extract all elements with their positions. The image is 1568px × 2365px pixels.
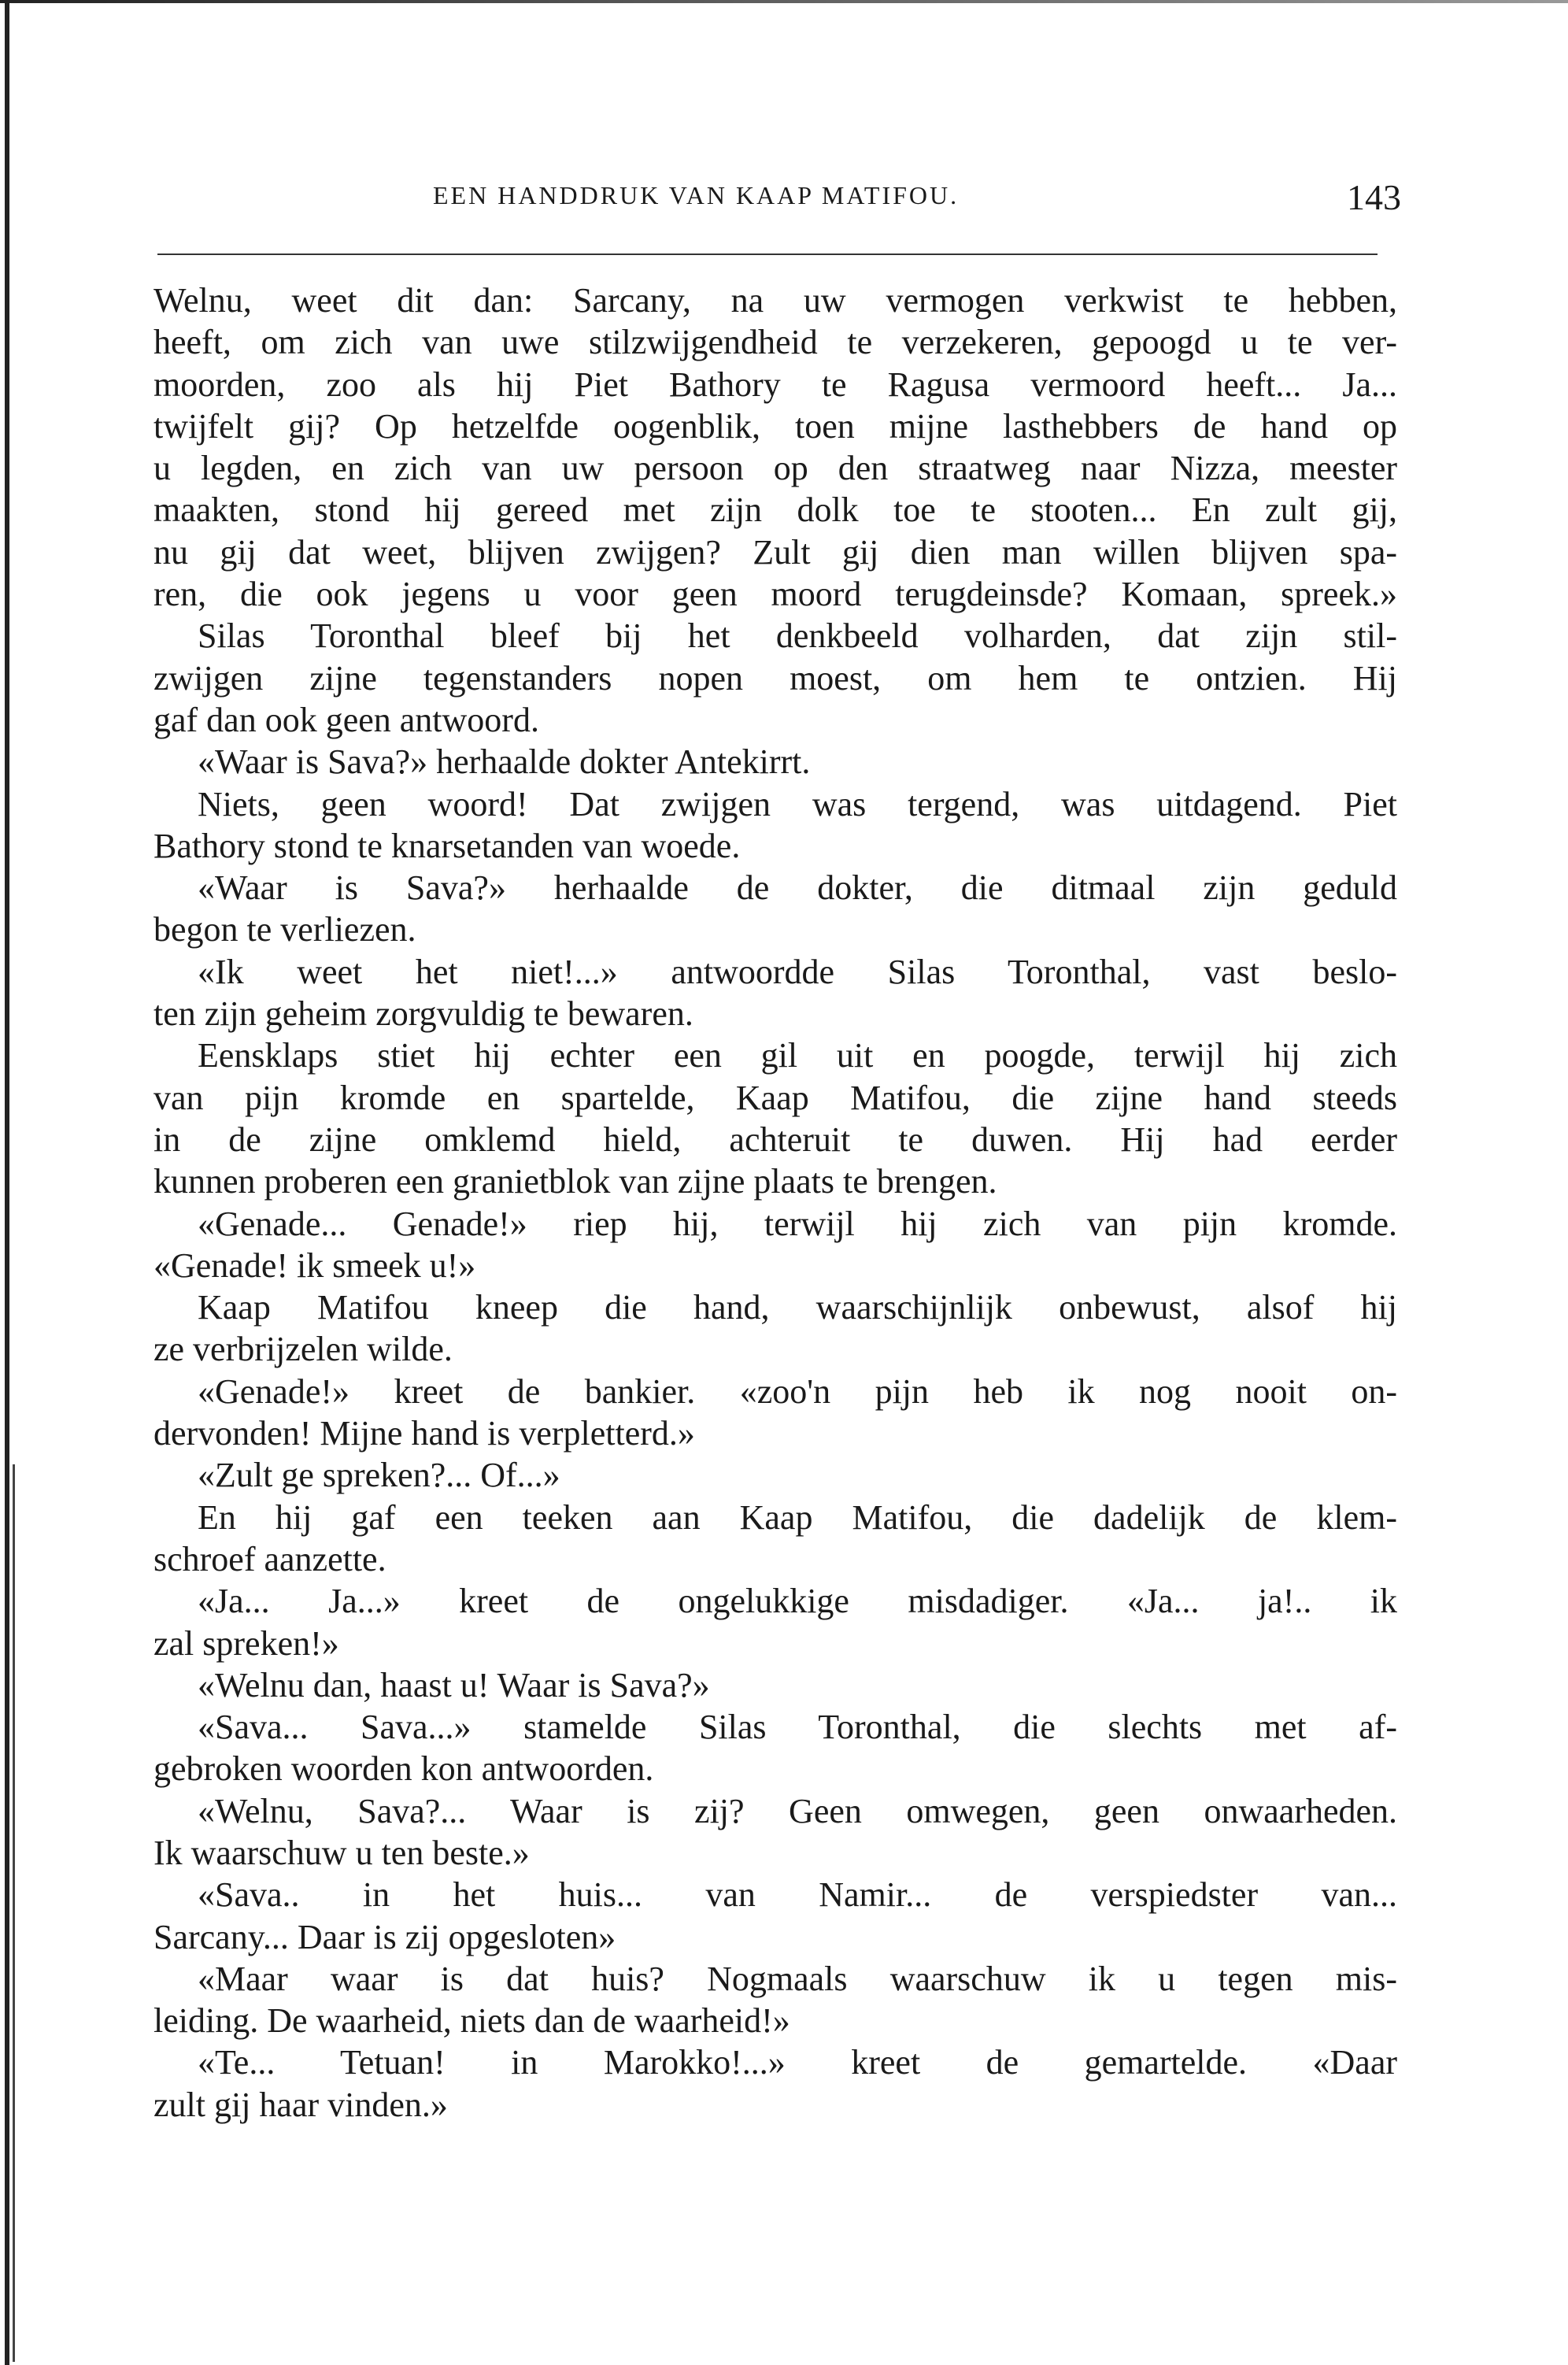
text-line: maakten, stond hij gereed met zijn dolk toe te stooten... En zult gij, <box>153 490 1397 530</box>
text-line: «Genade!» kreet de bankier. «zoo'n pijn heb ik nog nooit on- <box>198 1371 1397 1411</box>
text-line: «Sava... Sava...» stamelde Silas Toronthal, die slechts met af- <box>198 1708 1397 1747</box>
text-line: dervonden! Mijne hand is verpletterd.» <box>153 1414 695 1453</box>
text-line: twijfelt gij? Op hetzelfde oogenblik, toen mijne lasthebbers de hand op <box>153 406 1397 446</box>
text-line: zult gij haar vinden.» <box>153 2085 448 2124</box>
text-line: ze verbrijzelen wilde. <box>153 1330 453 1369</box>
text-line: «Welnu, Sava?... Waar is zij? Geen omwegen, geen onwaarheden. <box>198 1791 1397 1830</box>
text-line: Welnu, weet dit dan: Sarcany, na uw vermogen verkwist te hebben, <box>153 281 1397 320</box>
text-line: «Maar waar is dat huis? Nogmaals waarschuw ik u tegen mis- <box>198 1959 1397 1998</box>
body-text <box>153 279 1397 2126</box>
text-line: in de zijne omklemd hield, achteruit te duwen. Hij had eerder <box>153 1120 1397 1159</box>
text-line: gebroken woorden kon antwoorden. <box>153 1749 654 1789</box>
scan-left-edge-inner <box>13 1464 15 2362</box>
text-line: heeft, om zich van uwe stilzwijgendheid te verzekeren, gepoogd u te ver- <box>153 323 1397 362</box>
text-line: «Welnu dan, haast u! Waar is Sava?» <box>198 1665 710 1704</box>
text-line: «Genade... Genade!» riep hij, terwijl hij zich van pijn kromde. <box>198 1204 1397 1243</box>
text-line: Bathory stond te knarsetanden van woede. <box>153 826 741 865</box>
text-line: moorden, zoo als hij Piet Bathory te Ragusa vermoord heeft... Ja... <box>153 365 1397 404</box>
text-line: «Waar is Sava?» herhaalde de dokter, die ditmaal zijn geduld <box>198 868 1397 908</box>
text-line: «Ja... Ja...» kreet de ongelukkige misdadiger. «Ja... ja!.. ik <box>198 1582 1397 1621</box>
text-line: leiding. De waarheid, niets dan de waarheid!» <box>153 2001 790 2041</box>
text-line: ten zijn geheim zorgvuldig te bewaren. <box>153 994 693 1034</box>
text-line: Kaap Matifou kneep die hand, waarschijnlijk onbewust, alsof hij <box>198 1288 1397 1327</box>
text-line: Sarcany... Daar is zij opgesloten» <box>153 1917 616 1956</box>
text-line: kunnen proberen een granietblok van zijne plaats te brengen. <box>153 1162 997 1201</box>
scan-top-edge <box>0 0 1568 3</box>
text-line: «Ik weet het niet!...» antwoordde Silas Toronthal, vast beslo- <box>198 952 1397 991</box>
text-line: u legden, en zich van uw persoon op den straatweg naar Nizza, meester <box>153 449 1397 488</box>
text-line: ren, die ook jegens u voor geen moord terugdeinsde? Komaan, spreek.» <box>153 575 1397 614</box>
page-header <box>157 177 1417 228</box>
text-line: van pijn kromde en spartelde, Kaap Matifou, die zijne hand steeds <box>153 1078 1397 1117</box>
text-line: Niets, geen woord! Dat zwijgen was tergend, was uitdagend. Piet <box>198 784 1397 823</box>
text-line: zal spreken!» <box>153 1623 339 1663</box>
text-line: Eensklaps stiet hij echter een gil uit en poogde, terwijl hij zich <box>198 1036 1397 1075</box>
running-head: EEN HANDDRUK VAN KAAP MATIFOU. <box>433 181 960 209</box>
text-line: begon te verliezen. <box>153 910 416 949</box>
text-line: En hij gaf een teeken aan Kaap Matifou, die dadelijk de klem- <box>198 1497 1397 1537</box>
text-line: «Zult ge spreken?... Of...» <box>198 1456 560 1495</box>
text-line: «Te... Tetuan! in Marokko!...» kreet de gemartelde. «Daar <box>198 2043 1397 2082</box>
text-line: «Waar is Sava?» herhaalde dokter Antekirrt. <box>198 742 811 782</box>
text-line: Silas Toronthal bleef bij het denkbeeld volharden, dat zijn stil- <box>198 616 1397 656</box>
text-line: schroef aanzette. <box>153 1539 386 1579</box>
text-line: zwijgen zijne tegenstanders nopen moest, om hem te ontzien. Hij <box>153 658 1397 698</box>
text-line: «Sava.. in het huis... van Namir... de verspiedster van... <box>198 1875 1397 1915</box>
page-number: 143 <box>1347 177 1401 217</box>
text-line: gaf dan ook geen antwoord. <box>153 700 539 739</box>
text-line: «Genade! ik smeek u!» <box>153 1245 476 1285</box>
text-line: Ik waarschuw u ten beste.» <box>153 1833 530 1872</box>
text-line: nu gij dat weet, blijven zwijgen? Zult gij dien man willen blijven spa- <box>153 532 1397 572</box>
header-rule <box>157 254 1378 255</box>
scan-left-edge <box>5 0 9 2365</box>
